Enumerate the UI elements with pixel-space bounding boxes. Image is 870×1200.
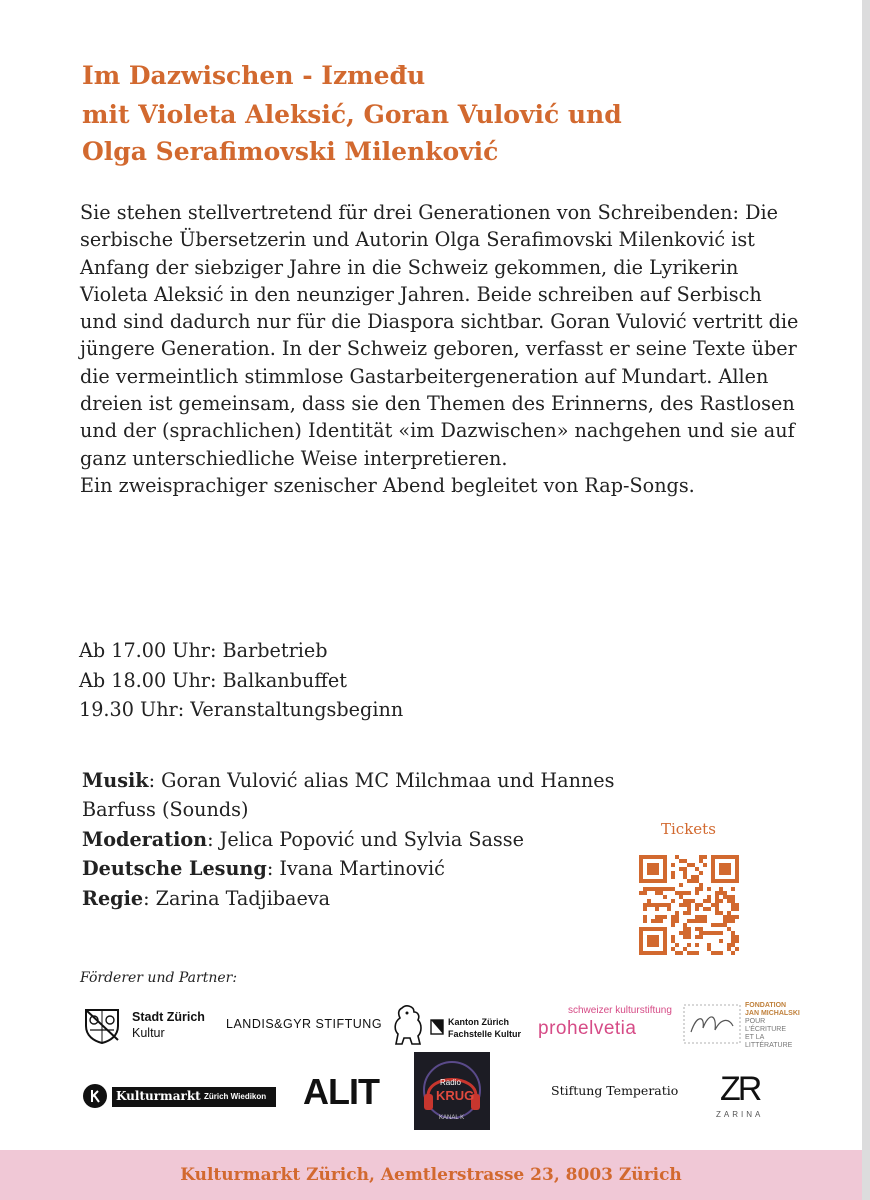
logo-pro-helvetia-name: prohelvetia [538, 1018, 637, 1039]
tickets-label: Tickets [661, 820, 716, 838]
tickets-qr-code-icon[interactable] [639, 855, 739, 955]
event-schedule [79, 636, 403, 725]
credit-reading-value: : Ivana Martinović [266, 857, 445, 881]
logo-kulturmarkt-name: Kulturmarkt [116, 1089, 201, 1103]
logo-kulturmarkt [82, 1083, 278, 1111]
event-heading [82, 56, 622, 170]
logo-jm-line5: ET LA [745, 1034, 765, 1041]
logo-stadt-zuerich-line2: Kultur [132, 1026, 165, 1040]
credit-music [82, 766, 652, 825]
logo-kulturmarkt-sub: Zürich Wiedikon [204, 1092, 267, 1101]
logo-kanton-line1: Kanton Zürich [448, 1017, 509, 1027]
event-title: Im Dazwischen - Između [82, 61, 426, 90]
logo-jm-line1: FONDATION [745, 1002, 787, 1009]
logo-stiftung-temperatio: Stiftung Temperatio [551, 1083, 679, 1098]
venue-footer [0, 1150, 862, 1200]
credit-direction-value: : Zarina Tadjibaeva [143, 886, 331, 910]
lion-crest-icon [392, 1004, 426, 1046]
logo-zarina [714, 1070, 774, 1126]
event-subtitle-line1: mit Violeta Aleksić, Goran Vulović und [82, 100, 622, 129]
logo-zarina-name: ZARINA [716, 1110, 764, 1119]
credit-moderation [82, 825, 652, 854]
event-description [80, 199, 800, 499]
logo-stadt-zuerich [82, 1006, 217, 1044]
logo-jm-line3: POUR [745, 1018, 766, 1025]
kanton-shield-icon [430, 1019, 444, 1035]
logo-jm-line2: JAN MICHALSKI [745, 1010, 800, 1017]
logo-landis-gyr: LANDIS&GYR STIFTUNG [226, 1017, 383, 1031]
page-edge [862, 0, 870, 1200]
logo-pro-helvetia [538, 1005, 678, 1045]
logo-radio-name: KRUG [436, 1088, 475, 1103]
logo-kanton-zuerich [392, 1004, 532, 1046]
credit-moderation-label: Moderation [82, 827, 208, 851]
schedule-item-buffet: Ab 18.00 Uhr: Balkanbuffet [79, 668, 347, 692]
kulturmarkt-bar [112, 1087, 276, 1107]
event-subtitle-line2: Olga Serafimovski Milenković [82, 137, 499, 166]
zurich-crest-icon [82, 1006, 122, 1044]
logo-jm-line6: LITTÉRATURE [745, 1042, 793, 1049]
credit-moderation-value: : Jelica Popović und Sylvia Sasse [207, 827, 524, 851]
partners-label: Förderer und Partner: [80, 970, 238, 986]
logo-radio-krug [414, 1052, 490, 1130]
credit-music-label: Musik [82, 769, 149, 792]
logo-stadt-zuerich-line1: Stadt Zürich [132, 1010, 205, 1024]
description-paragraph: Sie stehen stellvertretend für drei Generationen von Schreibenden: Die serbische Übersetzerin und Autorin Olga Serafimovski Milenković ist Anfang der siebziger Jahre in die Schweiz gekommen, die Lyrikerin Violeta Aleksić in den neunziger Jahren. Beide schreiben auf Serbisch und sind dadurch nur für die Diaspora sichtbar. Goran Vulović vertritt die jüngere Generation. In der Schweiz geboren, verfasst er seine Texte über die vermeintlich stimmlose Gastarbeitergeneration auf Mundart. Allen dreien ist gemeinsam, dass sie den Themen des Erinnerns, des Rastlosen und der (sprachlichen) Identität «im Dazwischen» nachgehen und sie auf ganz unterschiedliche Weise interpretieren. [80, 201, 799, 470]
credit-direction [82, 884, 652, 913]
description-closing: Ein zweisprachiger szenischer Abend begleitet von Rap-Songs. [80, 473, 695, 497]
logo-radio-sub: KANAL K [439, 1115, 465, 1121]
logo-jm-line4: L'ÉCRITURE [745, 1026, 787, 1033]
logo-alit: ALIT [303, 1071, 379, 1112]
logo-radio-top: Radio [440, 1078, 461, 1087]
logo-pro-helvetia-small: schweizer kulturstiftung [568, 1005, 672, 1016]
logo-zarina-mark: ZR [720, 1070, 760, 1108]
schedule-item-start: 19.30 Uhr: Veranstaltungsbeginn [79, 698, 404, 721]
credit-music-value: : Goran Vulović alias MC Milchmaa und Hannes Barfuss (Sounds) [82, 769, 615, 822]
logo-kanton-line2: Fachstelle Kultur [448, 1029, 522, 1039]
credit-reading-label: Deutsche Lesung [82, 857, 267, 881]
venue-address: Kulturmarkt Zürich, Aemtlerstrasse 23, 8003 Zürich [180, 1165, 682, 1185]
jan-michalski-emblem-icon [683, 1004, 741, 1044]
credit-reading [82, 854, 652, 883]
logo-jan-michalski [683, 1002, 813, 1050]
kulturmarkt-k-icon [82, 1083, 108, 1109]
event-credits [82, 766, 652, 913]
schedule-item-bar: Ab 17.00 Uhr: Barbetrieb [79, 639, 328, 662]
credit-direction-label: Regie [82, 886, 144, 910]
